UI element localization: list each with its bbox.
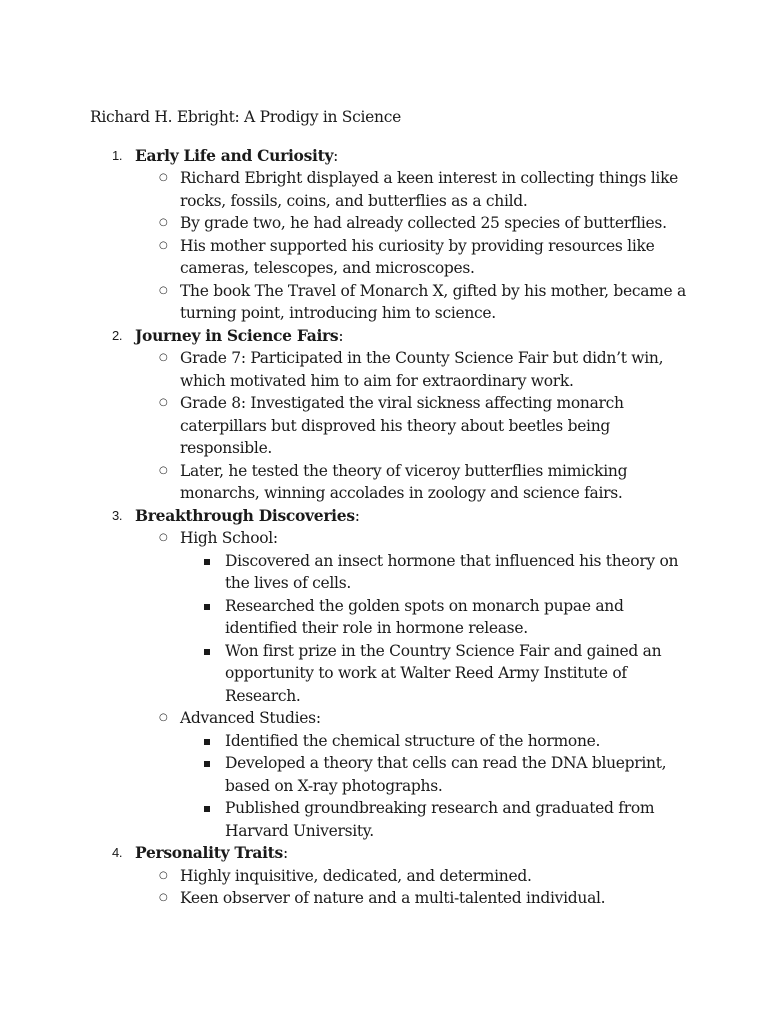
section-heading-text: Breakthrough Discoveries (135, 505, 355, 525)
list-item-text: Later, he tested the theory of viceroy butterflies mimicking monarchs, winning accolades in zoology and science fairs. (180, 461, 628, 502)
section-heading (135, 505, 690, 528)
square-bullet-icon (204, 761, 210, 767)
hollow-circle-bullet-icon: ○ (159, 892, 168, 903)
hollow-circle-bullet-icon: ○ (159, 352, 168, 363)
hollow-circle-bullet-icon: ○ (159, 869, 168, 881)
hollow-circle-bullet-icon: ○ (159, 239, 168, 251)
list-item (135, 280, 690, 325)
hollow-circle-bullet-icon: ○ (159, 284, 168, 296)
section-heading-text: Early Life and Curiosity (135, 145, 334, 165)
section-science-fairs (90, 325, 690, 505)
list-item-text: The book The Travel of Monarch X, gifted by his mother, became a turning point, introducing him to science. (180, 281, 686, 322)
sub-list-item (180, 752, 690, 797)
section-personality-traits (90, 842, 690, 910)
section-number: 1. (112, 147, 123, 163)
square-bullet-icon (204, 739, 210, 745)
section-breakthrough-discoveries (90, 505, 690, 843)
sub-list-item-text: Discovered an insect hormone that influenced his theory on the lives of cells. (225, 551, 679, 592)
list-item-advanced-studies (135, 707, 690, 842)
square-bullet-icon (204, 604, 210, 610)
section-heading (135, 325, 690, 348)
list-item (135, 347, 690, 392)
hollow-circle-bullet-icon: ○ (159, 217, 168, 228)
square-bullet-icon (204, 559, 210, 565)
document-page (90, 106, 690, 910)
list-item-text: Advanced Studies: (180, 709, 321, 727)
section-number: 2. (112, 327, 123, 343)
list-item-text: By grade two, he had already collected 25 species of butterflies. (180, 214, 667, 232)
sub-list-item-text: Identified the chemical structure of the hormone. (225, 731, 601, 750)
section-heading-text: Journey in Science Fairs (135, 325, 339, 345)
section-early-life (90, 145, 690, 325)
sub-list-item-text: Won first prize in the Country Science Fair and gained an opportunity to work at Walter Reed Army Institute of Research. (225, 641, 662, 705)
section-heading (135, 145, 690, 168)
sub-list-item-text: Developed a theory that cells can read the DNA blueprint, based on X-ray photographs. (225, 754, 667, 795)
sub-list-item (180, 550, 690, 595)
list-item-text: High School: (180, 529, 278, 547)
section-heading-text: Personality Traits (135, 843, 283, 862)
heading-colon: : (282, 844, 288, 862)
hollow-circle-bullet-icon: ○ (159, 464, 168, 476)
list-item (135, 460, 690, 505)
document-title: Richard H. Ebright: A Prodigy in Science (90, 108, 401, 126)
heading-colon: : (354, 506, 360, 525)
square-bullet-icon (204, 806, 210, 812)
square-bullet-icon (204, 649, 210, 655)
section-number: 3. (112, 507, 123, 523)
heading-colon: : (338, 326, 344, 345)
list-item-text: His mother supported his curiosity by providing resources like cameras, telescopes, and microscopes. (180, 236, 655, 277)
list-item-text: Highly inquisitive, dedicated, and determined. (180, 866, 532, 885)
list-item-text: Grade 7: Participated in the County Science Fair but didn’t win, which motivated him to aim for extraordinary work. (180, 349, 664, 390)
list-item-text: Keen observer of nature and a multi-talented individual. (180, 889, 606, 907)
sub-list-item (180, 797, 690, 842)
list-item (135, 212, 690, 235)
sub-list-item-text: Researched the golden spots on monarch pupae and identified their role in hormone release. (225, 596, 624, 637)
hollow-circle-bullet-icon: ○ (159, 397, 168, 408)
hollow-circle-bullet-icon: ○ (159, 712, 168, 723)
list-item (135, 865, 690, 888)
section-heading (135, 842, 690, 865)
sub-list-item (180, 640, 690, 708)
list-item (135, 887, 690, 910)
list-item-high-school (135, 527, 690, 707)
hollow-circle-bullet-icon: ○ (159, 532, 168, 543)
hollow-circle-bullet-icon: ○ (159, 172, 168, 183)
sub-list-item (180, 730, 690, 753)
sub-list-item-text: Published groundbreaking research and graduated from Harvard University. (225, 799, 655, 840)
sub-list-item (180, 595, 690, 640)
list-item (135, 235, 690, 280)
section-number: 4. (112, 845, 123, 860)
list-item-text: Richard Ebright displayed a keen interest in collecting things like rocks, fossils, coins, and butterflies as a child. (180, 169, 679, 210)
list-item (135, 392, 690, 460)
heading-colon: : (333, 146, 339, 165)
list-item (135, 167, 690, 212)
list-item-text: Grade 8: Investigated the viral sickness affecting monarch caterpillars but disproved his theory about beetles being responsible. (180, 394, 624, 457)
